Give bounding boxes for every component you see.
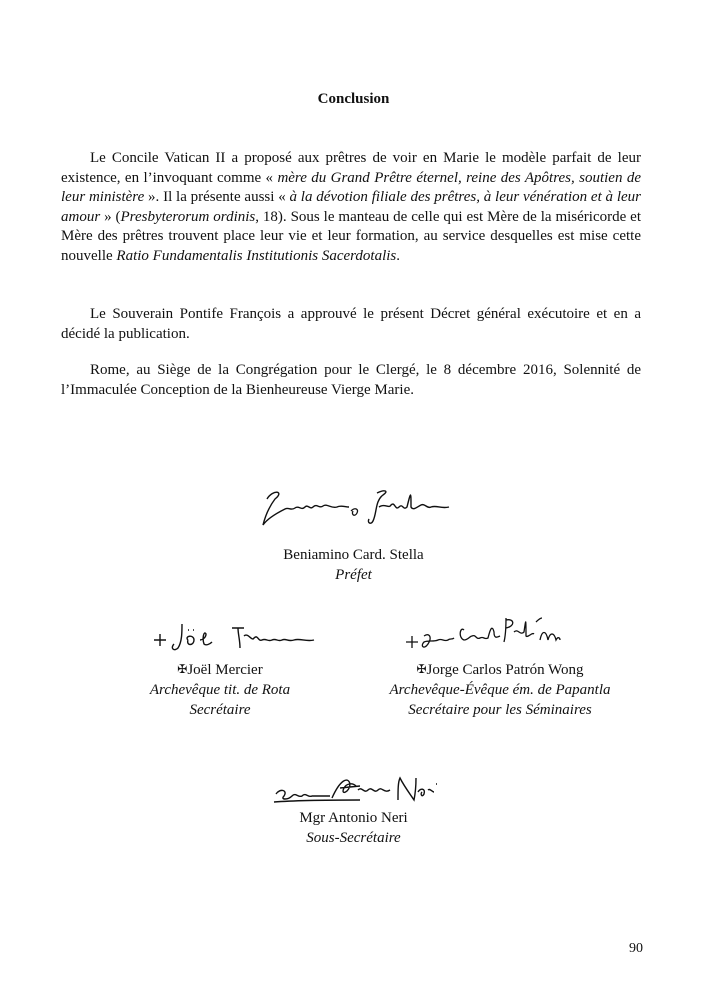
signatory-stella [200,545,507,585]
paragraph-text: Le Concile Vatican II a proposé aux prêtres de voir en Marie le modèle parfait de leur existence, en l’invoquant comme « [61,150,641,186]
page-number: 90 [629,941,643,956]
signatory-name-line [355,660,645,680]
signature-stella-image [255,485,455,530]
paragraph-text: ». Il la présente aussi « [144,189,290,205]
signatory-neri [200,808,507,848]
signatory-name-line [100,660,340,680]
episcopal-cross-icon: ✠ [177,662,188,676]
signatory-role: Préfet [335,567,372,583]
signatory-role: Secrétaire pour les Séminaires [408,702,592,718]
approval-paragraph: Le Souverain Pontife François a approuvé le présent Décret général exécutoire et en a décidé la publication. [61,306,641,342]
signatory-title: Archevêque-Évêque ém. de Papantla [389,682,611,698]
signatory-name: Joël Mercier [187,662,263,678]
citation-italic: Presbyterorum ordinis [120,208,256,225]
section-title: Conclusion [317,91,390,107]
signatory-patron-wong [355,660,645,720]
signatory-name: Mgr Antonio Neri [299,810,408,826]
signature-patron-wong-image [402,610,562,655]
signatory-mercier [100,660,340,720]
signatory-role: Sous-Secrétaire [306,830,401,846]
date-place-paragraph: Rome, au Siège de la Congrégation pour le Clergé, le 8 décembre 2016, Solennité de l’Immaculée Conception de la Bienheureuse Vierge Marie. [61,362,641,398]
quote-italic: à la dévotion filiale des prêtres, à leur vénération et à leur amour [61,189,642,225]
signatory-title: Archevêque tit. de Rota [149,682,291,698]
quote-italic: mère du Grand Prêtre éternel, reine des Apôtres, soutien de leur ministère [61,169,641,205]
signature-neri-image [270,770,440,810]
signatory-role: Secrétaire [189,702,251,718]
signatory-name: Jorge Carlos Patrón Wong [426,662,584,678]
paragraph-text: , 18). Sous le manteau de celle qui est Mère de la miséricorde et Mère des prêtres trouvent place leur vie et leur formation, au service desquelles est mise cette nouvelle [61,208,641,264]
episcopal-cross-icon: ✠ [416,662,427,676]
signatory-name: Beniamino Card. Stella [283,547,424,563]
paragraph-text: . [396,247,401,264]
document-title-italic: Ratio Fundamentalis Institutionis Sacerdotalis [116,247,397,264]
conclusion-paragraph [61,149,641,266]
signature-mercier-image [148,618,318,656]
paragraph-text: » ( [100,208,121,225]
